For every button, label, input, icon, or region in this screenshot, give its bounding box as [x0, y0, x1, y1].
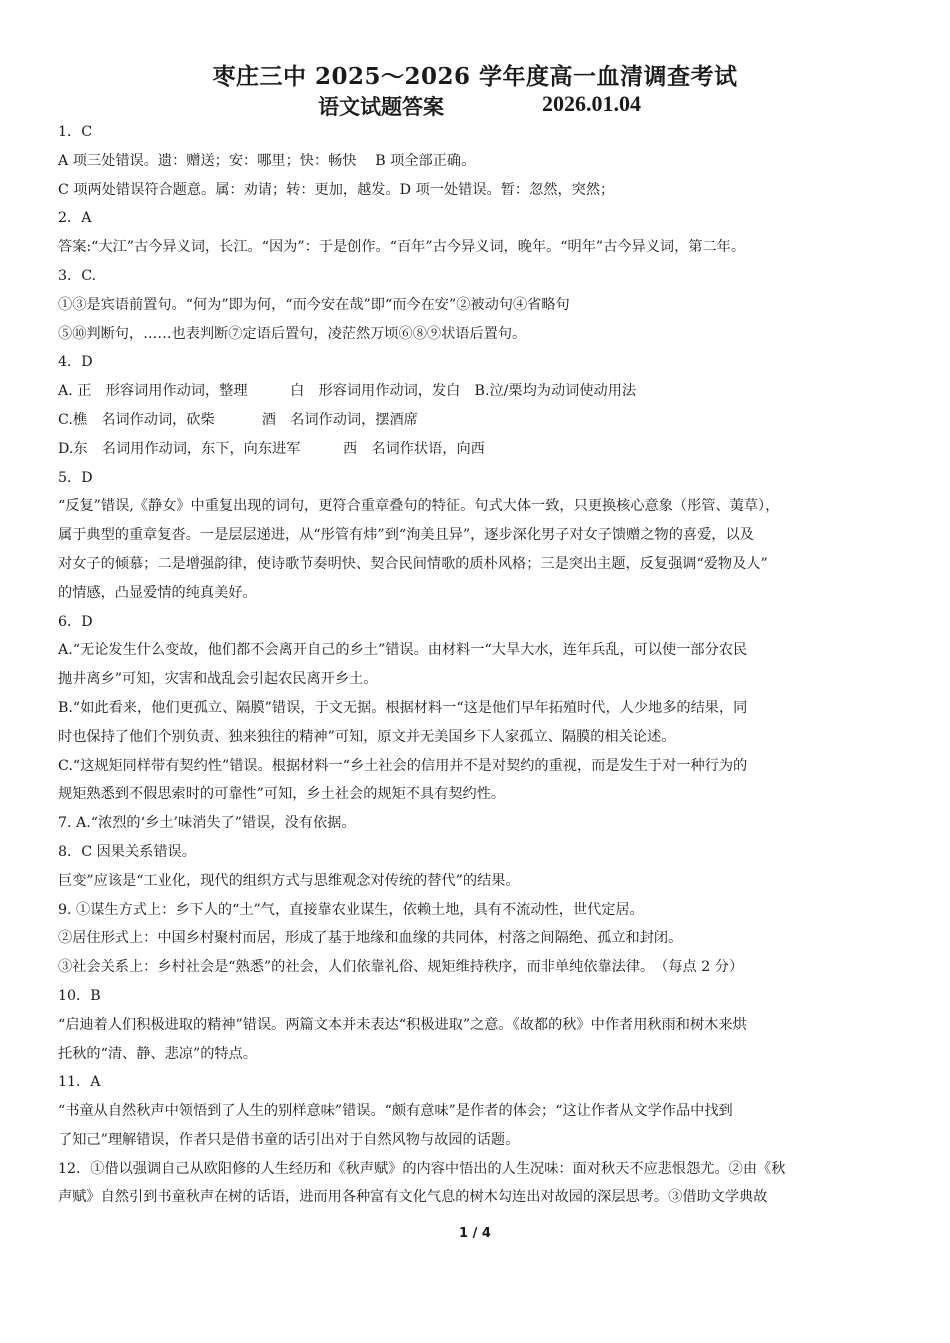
answer-line: 4．D — [58, 354, 93, 371]
answer-line: 时也保持了他们个别负责、独来独往的精神”可知，原文并无美国乡下人家孤立、隔膜的相关论述。 — [58, 728, 676, 745]
answer-line: 5．D — [58, 469, 93, 486]
answer-line: C 项两处错误符合题意。属：劝请；转：更加，越发。D 项一处错误。暂：忽然，突然； — [58, 181, 615, 198]
answer-line: 2．A — [58, 210, 92, 227]
answer-line: ⑤⑩判断句，……也表判断⑦定语后置句，凌茫然万顷⑥⑧⑨状语后置句。 — [58, 325, 527, 342]
answer-line: 7. A.“浓烈的‘乡土’味消失了”错误，没有依据。 — [58, 815, 356, 832]
answer-line: A.“无论发生什么变故，他们都不会离开自己的乡土”错误。由材料一“大旱大水，连年兵乱，可以使一部分农民 — [58, 642, 748, 659]
answer-line: B.“如此看来，他们更孤立、隔膜”错误，于文无据。根据材料一“这是他们早年拓殖时代，人少地多的结果，同 — [58, 699, 748, 716]
answer-line: “书童从自然秋声中领悟到了人生的别样意味”错误。“颇有意味”是作者的体会；“这让作者从文学作品中找到 — [58, 1103, 733, 1120]
answer-line: 属于典型的重章复沓。一是层层递进，从“彤管有炜”到“洵美且异”，逐步深化男子对女子馈赠之物的喜爱，以及 — [58, 527, 754, 544]
answer-line: 12．①借以强调自己从欧阳修的人生经历和《秋声赋》的内容中悟出的人生况味：面对秋天不应悲恨怨尤。②由《秋 — [58, 1160, 786, 1177]
answer-line: “启迪着人们积极进取的精神”错误。两篇文本并未表达“积极进取”之意。《故都的秋》中作者用秋雨和树木来烘 — [58, 1016, 747, 1033]
answer-line: 对女子的倾慕；二是增强韵律，使诗歌节奏明快、契合民间情歌的质朴风格；三是突出主题，反复强调“爱物及人” — [58, 555, 768, 572]
answer-line: 托秋的“清、静、悲凉”的特点。 — [58, 1045, 257, 1062]
answer-line: 规矩熟悉到不假思索时的可靠性”可知，乡土社会的规矩不具有契约性。 — [58, 786, 506, 803]
answer-line: C.“这规矩同样带有契约性”错误。根据材料一“乡土社会的信用并不是对契约的重视，而是发生于对一种行为的 — [58, 757, 748, 774]
answer-line: ①③是宾语前置句。“何为”即为何，“而今安在哉”即“而今在安”②被动句④省略句 — [58, 296, 570, 313]
answer-line: 声赋》自然引到书童秋声在树的话语，进而用各种富有文化气息的树木勾连出对故园的深层思考。③借助文学典故 — [58, 1189, 768, 1206]
answer-line: 抛井离乡”可知，灾害和战乱会引起农民离开乡土。 — [58, 671, 378, 688]
answer-line: 答案:“大江”古今异义词，长江。“因为”：于是创作。“百年”古今异义词，晚年。“明年”古今异义词，第二年。 — [58, 239, 746, 256]
answer-line: 3．C. — [58, 267, 97, 284]
answer-line: A 项三处错误。遗：赠送；安：哪里；快：畅快 B 项全部正确。 — [58, 152, 476, 169]
answer-line: 的情感，凸显爱情的纯真美好。 — [58, 584, 257, 601]
answer-line: 9. ①谋生方式上：乡下人的“土”气，直接靠农业谋生，依赖土地，具有不流动性，世代定居。 — [58, 901, 644, 918]
answer-line: 了知己”理解错误，作者只是借书童的话引出对于自然风物与故园的话题。 — [58, 1131, 520, 1148]
exam-date: 2026.01.04 — [542, 91, 641, 116]
answer-subtitle: 语文试题答案 — [318, 94, 444, 119]
answer-line: “反复”错误,《静女》中重复出现的词句，更符合重章叠句的特征。句式大体一致，只更换核心意象（彤管、荑草）， — [58, 498, 780, 515]
answer-line: A. 正 形容词用作动词，整理 白 形容词用作动词，发白 B.泣/栗均为动词使动用法 — [58, 383, 637, 400]
page-number: 1 / 4 — [459, 1226, 491, 1241]
answer-line: 10．B — [58, 987, 101, 1004]
exam-title: 枣庄三中 2025～2026 学年度高一血清调查考试 — [212, 63, 738, 90]
answer-line: 1．C — [58, 124, 93, 140]
answer-line: C.樵 名词作动词，砍柴 酒 名词作动词，摆酒席 — [58, 411, 418, 428]
answer-line: ②居住形式上：中国乡村聚村而居，形成了基于地缘和血缘的共同体，村落之间隔绝、孤立和封闭。 — [58, 930, 683, 947]
answer-content — [58, 118, 896, 1212]
answer-line: ③社会关系上：乡村社会是“熟悉”的社会，人们依靠礼俗、规矩维持秩序，而非单纯依靠法律。 （每点 2 分） — [58, 959, 744, 976]
answer-line: 11．A — [58, 1074, 101, 1091]
answer-line: 6．D — [58, 613, 93, 630]
answer-line: D.东 名词用作动词，东下，向东进军 西 名词作状语，向西 — [58, 440, 485, 457]
answer-line: 巨变”应该是“工业化，现代的组织方式与思维观念对传统的替代”的结果。 — [58, 872, 520, 889]
answer-line: 8．C 因果关系错误。 — [58, 843, 196, 860]
